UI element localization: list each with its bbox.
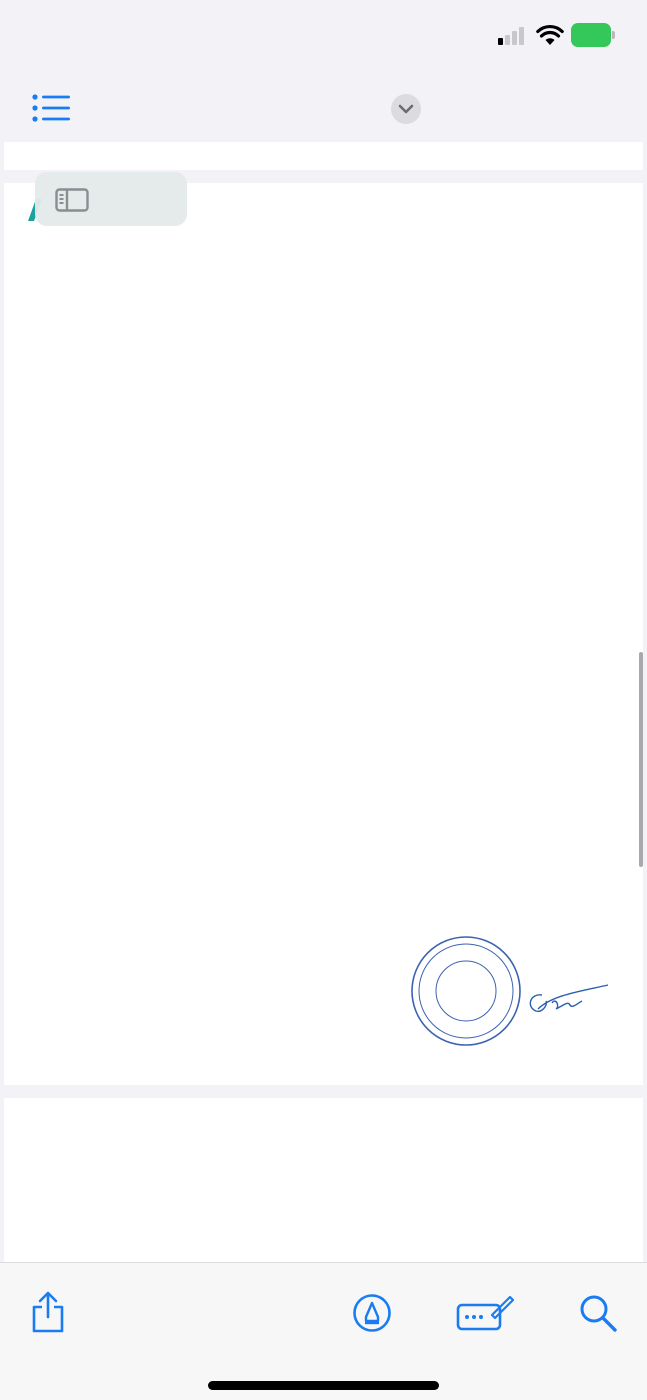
pdf-page-previous — [4, 142, 643, 170]
search-icon[interactable] — [578, 1293, 618, 1333]
pdf-content[interactable] — [0, 142, 647, 1262]
signature — [512, 975, 612, 1025]
sidebar-icon — [55, 188, 89, 212]
page-indicator[interactable] — [35, 172, 187, 226]
home-indicator[interactable] — [208, 1381, 439, 1390]
fill-sign-icon[interactable] — [456, 1293, 514, 1333]
bottom-toolbar — [0, 1262, 647, 1400]
status-bar — [0, 0, 647, 70]
battery-icon — [571, 23, 614, 47]
lab-stamp — [410, 935, 522, 1047]
navigation-bar — [0, 70, 647, 142]
list-icon[interactable] — [32, 94, 70, 122]
share-icon[interactable] — [30, 1291, 66, 1333]
qr-code[interactable] — [32, 937, 112, 1017]
battery-level — [571, 23, 611, 47]
markup-icon[interactable] — [352, 1293, 392, 1333]
chevron-down-icon[interactable] — [391, 94, 421, 124]
pdf-page-current — [4, 183, 643, 1085]
wifi-icon — [536, 24, 564, 46]
pdf-page-next — [4, 1098, 643, 1262]
cellular-signal-icon — [498, 27, 526, 45]
scroll-indicator[interactable] — [639, 652, 643, 867]
